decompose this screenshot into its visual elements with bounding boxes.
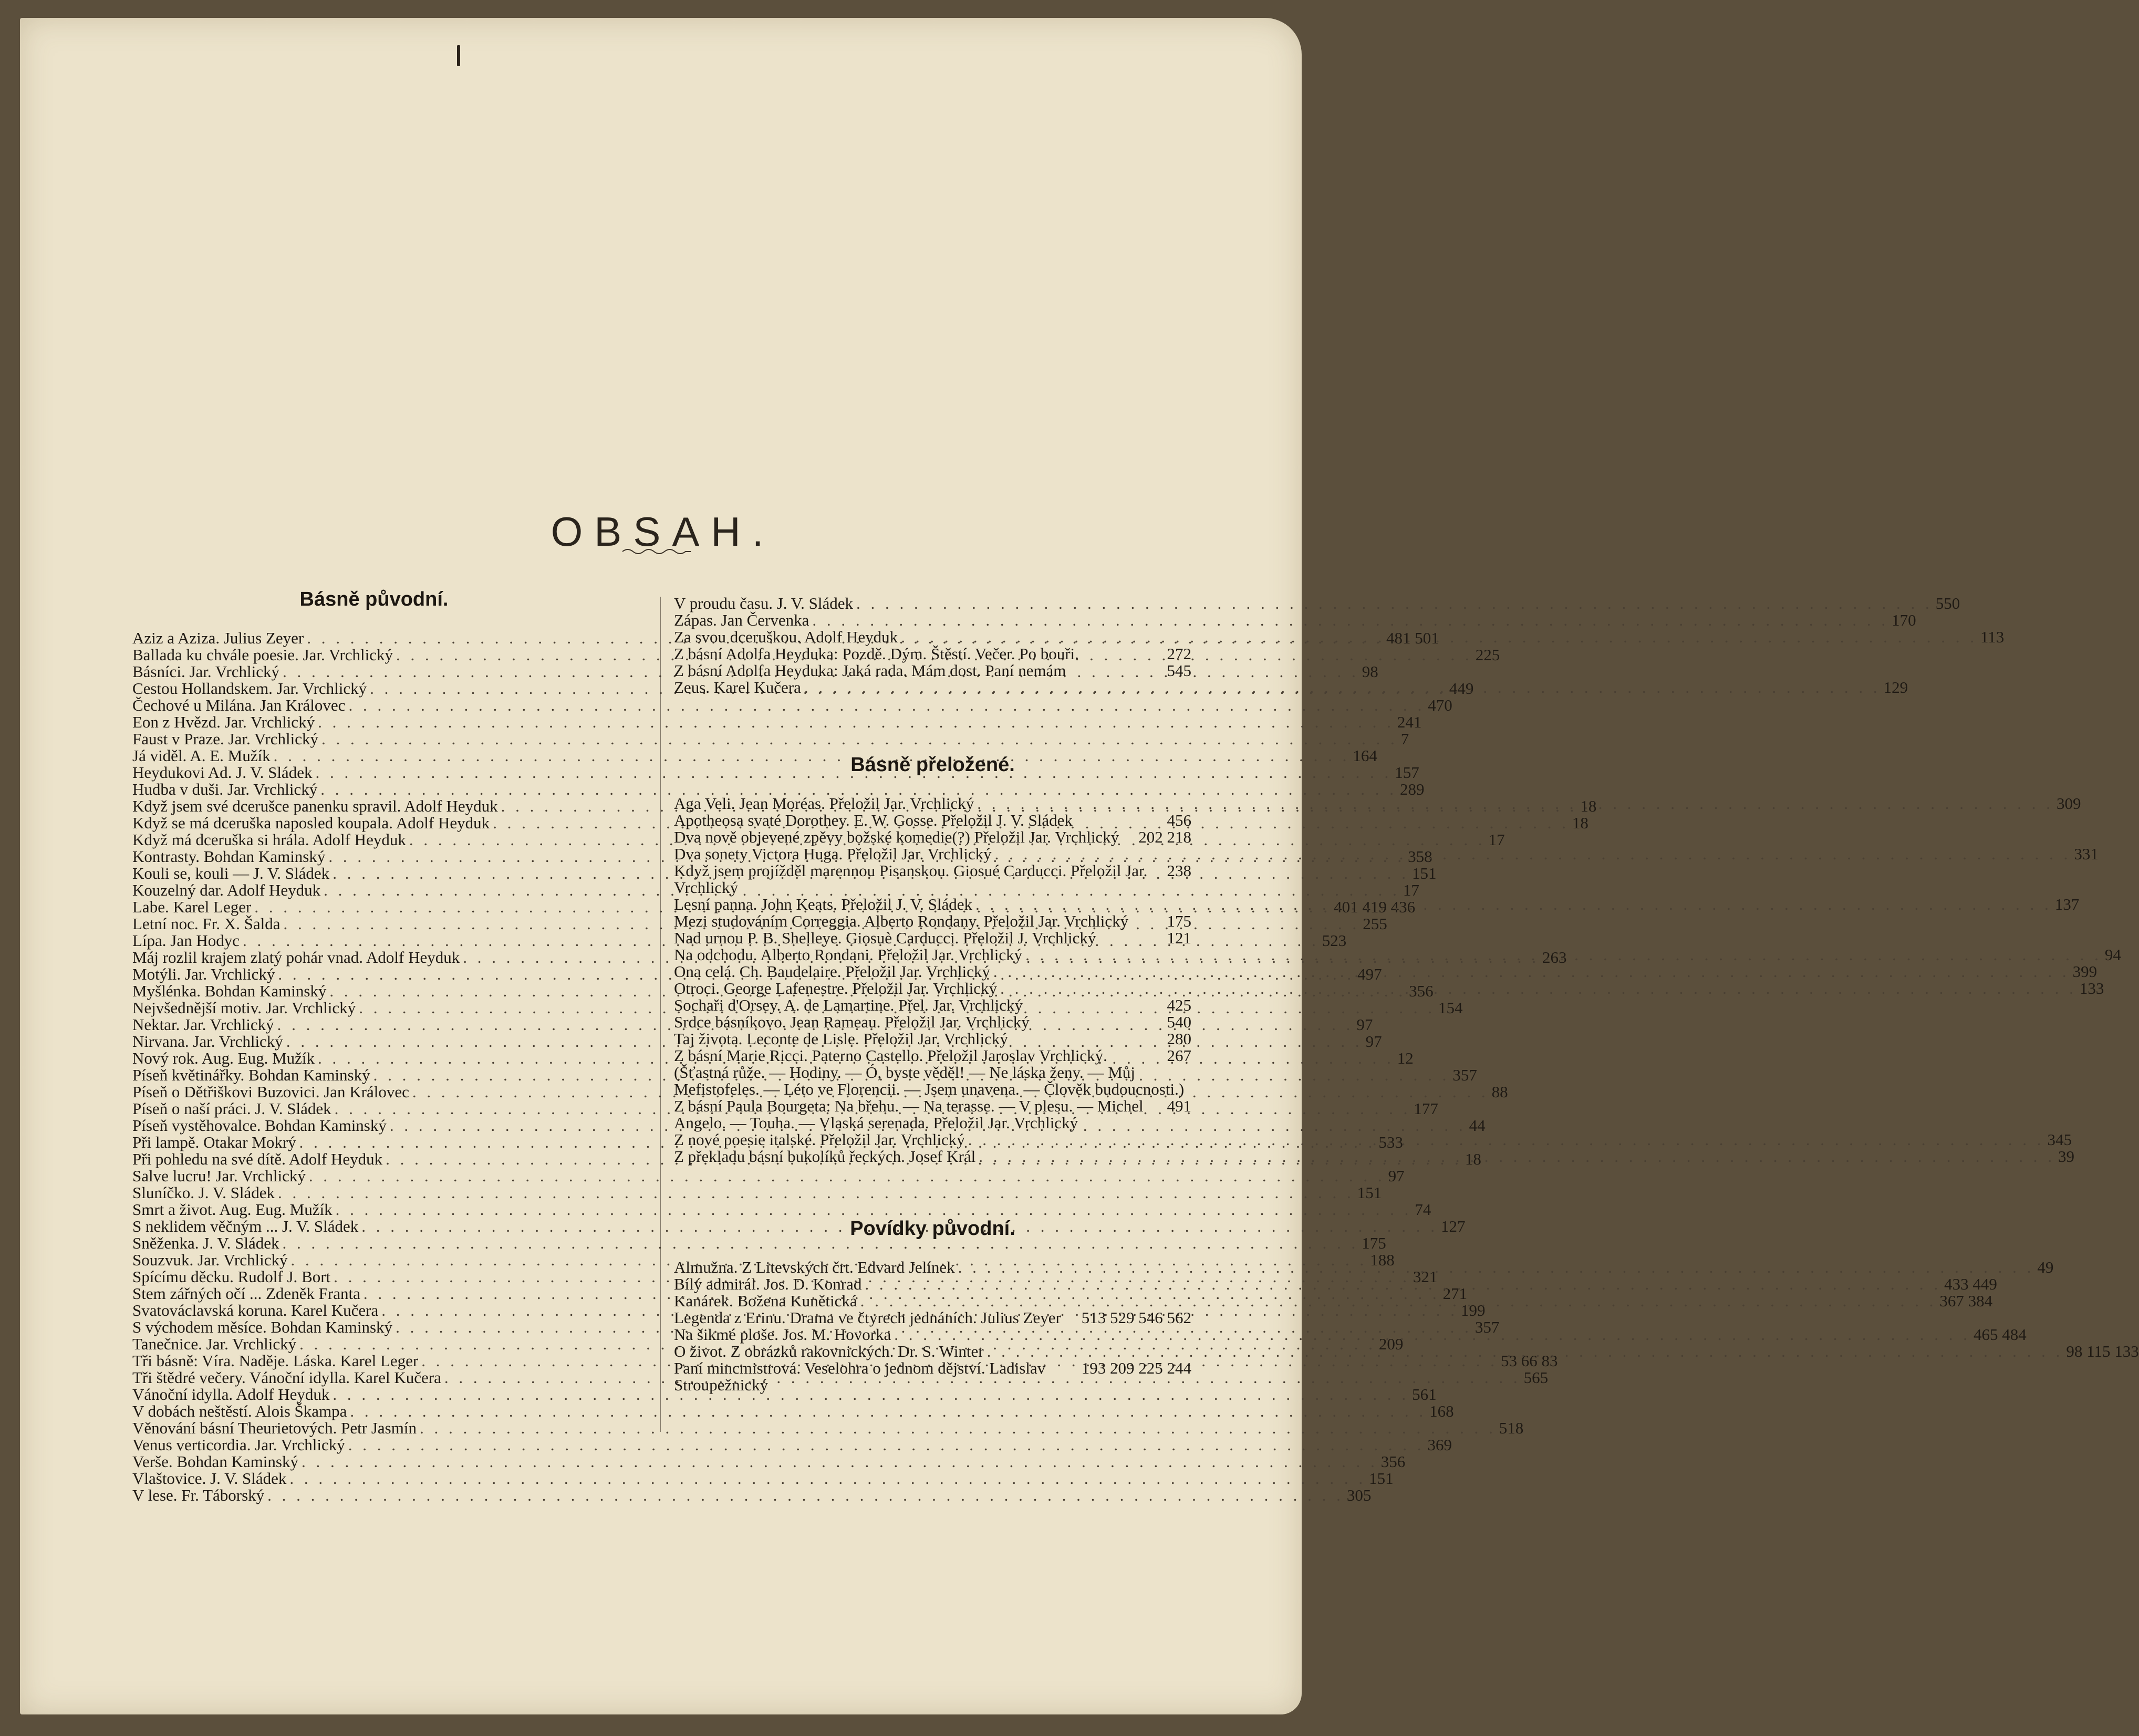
- toc-entry-pages: 357: [1475, 1318, 1500, 1336]
- toc-entry-title: Z překladu básní bukolíků řeckých. Josef Král: [674, 1147, 976, 1166]
- leader-dots: [975, 896, 2052, 913]
- leader-dots: [1000, 980, 2076, 997]
- toc-entry-title: Z básní Paula Bourgeta: Na břehu. — Na terasse. — V plesu. — Michel Angelo. — Touha. — Vlaská serenada. Přeložil Jar. Vrchlický: [674, 1097, 1144, 1132]
- section-heading-basne-prelozene: Básně přeložené.: [850, 754, 1015, 776]
- toc-entry-title: Básníci. Jar. Vrchlický: [132, 662, 279, 681]
- toc-entry-title: S východem měsíce. Bohdan Kaminský: [132, 1318, 393, 1336]
- toc-entry: [132, 1402, 1454, 1420]
- toc-entry: [674, 930, 1191, 947]
- toc-entry-title: Spícímu děcku. Rudolf J. Bort: [132, 1267, 331, 1286]
- toc-entry-pages: 456: [1167, 811, 1191, 829]
- toc-entry: [674, 1098, 1191, 1131]
- leader-dots: [267, 1487, 1344, 1504]
- toc-entry-pages: 267: [1167, 1046, 1191, 1065]
- toc-entry-title: Bílý admirál. Jos. D. Konrad: [674, 1275, 862, 1293]
- toc-entry-title: Lípa. Jan Hodyc: [132, 931, 240, 950]
- toc-entry-pages: 12: [1397, 1049, 1414, 1067]
- leader-dots: [979, 1148, 2055, 1165]
- toc-entry: [674, 1360, 1191, 1394]
- toc-entry-pages: 137: [2054, 895, 2080, 913]
- toc-entry-title: Sluníčko. J. V. Sládek: [132, 1183, 275, 1202]
- toc-entry-title: Cestou Hollandskem. Jar. Vrchlický: [132, 679, 367, 698]
- toc-entry-title: Na odchodu. Alberto Rondani. Přeložil Jar. Vrchlický: [674, 945, 1023, 964]
- toc-entry-pages: 113: [1980, 628, 2005, 646]
- toc-entry-title: Eon z Hvězd. Jar. Vrchlický: [132, 713, 315, 731]
- leader-dots: [302, 1453, 1378, 1470]
- toc-entry: [132, 1167, 1405, 1185]
- toc-entry-title: V proudu času. J. V. Sládek: [674, 594, 853, 612]
- toc-entry-title: Mezi studováním Correggia. Alberto Rondany. Přeložil Jar. Vrchlický: [674, 912, 1129, 930]
- toc-entry-pages: 357: [1452, 1066, 1477, 1084]
- toc-entry-title: Sochaři d'Orsey. A. de Lamartine. Přel. Jar. Vrchlický: [674, 996, 1023, 1014]
- toc-entry-title: Z nové poesie italské. Přeložil Jar. Vrchlický: [674, 1130, 965, 1149]
- toc-entry-title: Myšlénka. Bohdan Kaminský: [132, 982, 327, 1000]
- toc-entry-title: V dobách neštěstí. Alois Škampa: [132, 1402, 347, 1420]
- toc-entry-pages: 449: [1449, 679, 1474, 698]
- toc-entry-title: Tři básně: Víra. Naděje. Láska. Karel Leger: [132, 1352, 419, 1370]
- toc-entry-title: Vánoční idylla. Adolf Heyduk: [132, 1385, 330, 1404]
- toc-entry-pages: 280: [1167, 1030, 1191, 1048]
- toc-entry: [132, 1419, 1524, 1437]
- toc-entry-title: Aga Veli. Jean Moréas. Přeložil Jar. Vrchlický: [674, 794, 974, 813]
- toc-entry-title: Kontrasty. Bohdan Kaminský: [132, 847, 326, 866]
- toc-entry-title: Svatováclavská koruna. Karel Kučera: [132, 1301, 379, 1319]
- toc-entry-pages: 533: [1378, 1133, 1403, 1151]
- toc-entry-title: Stem zářných očí ... Zdeněk Franta: [132, 1284, 360, 1303]
- toc-entry-title: Já viděl. A. E. Mužík: [132, 746, 271, 765]
- toc-entry-pages: 177: [1414, 1099, 1438, 1118]
- toc-entry: [132, 696, 1452, 714]
- toc-entry-title: Aziz a Aziza. Julius Zeyer: [132, 629, 304, 647]
- leader-dots: [894, 1326, 1970, 1343]
- toc-entry-pages: 98: [1362, 662, 1378, 681]
- ink-mark: [457, 45, 460, 66]
- toc-entry-pages: 225: [1475, 646, 1500, 664]
- toc-entry-title: Kanárek. Božena Kunětická: [674, 1292, 857, 1310]
- toc-entry-pages: 358: [1408, 847, 1432, 866]
- toc-entry-pages: 193 209 225 244: [1081, 1359, 1191, 1377]
- toc-entry-title: Píseň o Dětřiškovi Buzovici. Jan Královec: [132, 1083, 409, 1101]
- toc-entry-pages: 98 115 133: [2066, 1342, 2139, 1360]
- toc-entry-title: Máj rozlil krajem zlatý pohár vnad. Adolf Heyduk: [132, 948, 460, 966]
- toc-entry-pages: 305: [1346, 1486, 1372, 1504]
- toc-entry-pages: 345: [2047, 1130, 2072, 1149]
- toc-entry-pages: 44: [1469, 1116, 1486, 1135]
- toc-entry-pages: 255: [1363, 914, 1387, 933]
- leader-dots: [348, 1437, 1425, 1453]
- toc-entry-title: Heydukovi Ad. J. V. Sládek: [132, 763, 313, 782]
- toc-entry: [132, 1436, 1452, 1454]
- section-heading-basne-puvodni: Básně původní.: [299, 588, 449, 610]
- toc-entry-pages: 18: [1572, 814, 1588, 832]
- toc-entry-pages: 121: [1167, 929, 1191, 947]
- leader-dots: [804, 679, 1881, 696]
- toc-entry-title: Kouli se, kouli — J. V. Sládek: [132, 864, 330, 882]
- toc-entry-title: Při lampě. Otakar Mokrý: [132, 1133, 296, 1151]
- toc-entry: [132, 730, 1409, 748]
- toc-entry-title: Paní mincmistrová. Veselohra o jednom dějství. Ladislav Stroupežnický: [674, 1359, 1046, 1394]
- toc-entry: [132, 1486, 1372, 1504]
- toc-entry-title: Otroci. George Lafenestre. Přeložil Jar. Vrchlický: [674, 979, 998, 997]
- toc-entry-pages: 272: [1167, 644, 1191, 663]
- toc-entry-title: Čechové u Milána. Jan Královec: [132, 696, 346, 714]
- toc-entry-pages: 561: [1412, 1385, 1437, 1404]
- toc-entry-pages: 491: [1167, 1097, 1191, 1115]
- toc-entry-title: Píseň vystěhovalce. Bohdan Kaminský: [132, 1116, 387, 1135]
- toc-entry-pages: 433 449: [1944, 1275, 1997, 1293]
- toc-entry-pages: 39: [2058, 1147, 2074, 1166]
- toc-entry-pages: 497: [1357, 965, 1382, 983]
- toc-entry-title: Píseň o naší práci. J. V. Sládek: [132, 1099, 331, 1118]
- toc-entry-title: Veršе. Bohdan Kaminský: [132, 1452, 298, 1471]
- toc-entry: [674, 829, 1191, 846]
- toc-entry-title: Při pohledu na své dítě. Adolf Heyduk: [132, 1150, 383, 1168]
- toc-entry-title: Z básní Adolfa Heyduka: Jaká rada. Mám dost. Paní nemám: [674, 661, 1066, 680]
- toc-entry-title: Vlaštovice. J. V. Sládek: [132, 1469, 287, 1488]
- toc-entry-pages: 133: [2079, 979, 2104, 997]
- toc-entry: [132, 713, 1422, 731]
- toc-entry: [674, 611, 1916, 629]
- leader-dots: [865, 1276, 1941, 1293]
- toc-entry-pages: 53 66 83: [1501, 1352, 1558, 1370]
- toc-entry-title: Zápas. Jan Červenka: [674, 611, 809, 629]
- leader-dots: [987, 1343, 2063, 1360]
- leader-dots: [958, 1259, 2034, 1276]
- toc-entry-title: Na šikmé ploše. Jos. M. Hovorka: [674, 1325, 891, 1344]
- leader-dots: [977, 795, 2053, 812]
- toc-entry-pages: 369: [1427, 1436, 1452, 1454]
- toc-entry: [674, 646, 1191, 662]
- toc-entry-pages: 425: [1167, 996, 1191, 1014]
- toc-entry-pages: 168: [1429, 1402, 1454, 1420]
- toc-entry-pages: 7: [1400, 730, 1409, 748]
- toc-entry-pages: 154: [1438, 999, 1463, 1017]
- toc-entry-pages: 565: [1523, 1368, 1549, 1387]
- toc-entry-title: Nirvana. Jar. Vrchlický: [132, 1032, 283, 1051]
- toc-entry-pages: 401 419 436: [1334, 898, 1416, 916]
- toc-entry-pages: 129: [1883, 678, 1908, 697]
- toc-entry-pages: 545: [1167, 661, 1191, 680]
- toc-entry-title: Venus verticordia. Jar. Vrchlický: [132, 1436, 345, 1454]
- toc-entry: [674, 594, 1960, 612]
- toc-entry: [132, 1183, 1382, 1202]
- toc-entry-pages: 263: [1542, 948, 1567, 966]
- toc-entry-pages: 18: [1465, 1150, 1481, 1168]
- toc-entry-pages: 309: [2056, 794, 2081, 813]
- toc-entry: [674, 1309, 1191, 1326]
- toc-entry-pages: 17: [1488, 830, 1505, 849]
- toc-entry-title: Z básní Marie Ricci. Paterno Castello. Přeložil Jaroslav Vrchlický. (Šťastná růže. — Hodiny. — Ó, byste věděl! — Ne láska ženy. — Můj Mefistofeles. — Léto ve Florencii. — Jsem unavena. — Člověk budoucnosti.): [674, 1046, 1185, 1098]
- toc-entry-title: Ballada ku chvále poesie. Jar. Vrchlický: [132, 646, 393, 664]
- toc-entry: [674, 812, 1191, 829]
- toc-entry-title: Píseň květinářky. Bohdan Kaminský: [132, 1066, 370, 1084]
- toc-entry-pages: 518: [1499, 1419, 1524, 1437]
- toc-entry: [132, 780, 1425, 798]
- toc-entry-pages: 465 484: [1974, 1325, 2027, 1344]
- toc-entry: [132, 1116, 1486, 1135]
- toc-entry-title: Legenda z Erinu. Drama ve čtyrech jednáních. Julius Zeyer: [674, 1308, 1061, 1327]
- toc-entry-title: Tanečnice. Jar. Vrchlický: [132, 1335, 297, 1353]
- toc-entry: [674, 862, 1191, 896]
- toc-entry-pages: 481 501: [1386, 629, 1439, 647]
- toc-entry-title: Apotheosa svaté Dorothey. E. W. Gosse. Přeložil J. V. Sládek: [674, 811, 1073, 829]
- toc-entry-pages: 151: [1357, 1183, 1382, 1202]
- toc-entry-title: Smrt a život. Aug. Eug. Mužík: [132, 1200, 333, 1219]
- toc-entry-title: Zeus. Karel Kučera: [674, 678, 801, 697]
- toc-entry: [132, 1469, 1394, 1488]
- leader-dots: [993, 963, 2070, 980]
- toc-entry-title: Lesní panna. John Keats. Přeložil J. V. Sládek: [674, 895, 972, 913]
- toc-entry-pages: 470: [1428, 696, 1452, 714]
- toc-entry-title: Kouzelný dar. Adolf Heyduk: [132, 881, 321, 899]
- toc-entry-pages: 17: [1403, 881, 1419, 899]
- toc-entry: [132, 881, 1419, 899]
- toc-entry-pages: 356: [1409, 982, 1434, 1000]
- toc-entry-title: Faust v Praze. Jar. Vrchlický: [132, 730, 318, 748]
- toc-entry-pages: 74: [1415, 1200, 1431, 1219]
- toc-entry-pages: 157: [1395, 763, 1419, 782]
- toc-entry: [132, 1452, 1406, 1471]
- toc-entry-title: Motýli. Jar. Vrchlický: [132, 965, 275, 983]
- page-title: OBSAH.: [551, 508, 775, 555]
- toc-entry-pages: 321: [1413, 1267, 1438, 1286]
- toc-entry-pages: 241: [1397, 713, 1422, 731]
- toc-entry-title: Nový rok. Aug. Eug. Mužík: [132, 1049, 315, 1067]
- toc-entry: [132, 1234, 1386, 1252]
- toc-entry-pages: 550: [1935, 594, 1960, 612]
- toc-entry-pages: 399: [2072, 962, 2098, 981]
- toc-entry-title: Nektar. Jar. Vrchlický: [132, 1015, 274, 1034]
- toc-entry: [674, 662, 1191, 679]
- toc-entry-title: V lese. Fr. Táborský: [132, 1486, 265, 1504]
- toc-entry: [132, 1083, 1508, 1101]
- toc-entry-pages: 356: [1380, 1452, 1406, 1471]
- toc-entry-pages: 151: [1411, 864, 1437, 882]
- toc-entry-pages: 151: [1369, 1469, 1394, 1488]
- toc-entry-title: Když má dceruška si hrála. Adolf Heyduk: [132, 830, 406, 849]
- toc-entry-title: Dva nově objevené zpěvy božské komedie(?) Přeložil Jar. Vrchlický: [674, 828, 1119, 846]
- leader-dots: [812, 612, 1888, 629]
- leader-dots: [995, 846, 2071, 862]
- toc-entry-title: Souzvuk. Jar. Vrchlický: [132, 1251, 288, 1269]
- toc-entry-title: Hudba v duši. Jar. Vrchlický: [132, 780, 318, 798]
- toc-entry-pages: 238: [1167, 861, 1191, 880]
- toc-entry-title: Taj života. Leconte de Lisle. Přeložil Jar. Vrchlický: [674, 1030, 1008, 1048]
- toc-entry: [674, 1031, 1191, 1047]
- toc-entry: [674, 1047, 1191, 1098]
- toc-entry-pages: 127: [1441, 1217, 1466, 1235]
- toc-entry-pages: 170: [1892, 611, 1916, 629]
- toc-entry-pages: 331: [2074, 845, 2099, 863]
- toc-entry-pages: 97: [1356, 1015, 1373, 1034]
- ornament-divider-icon: [620, 546, 693, 557]
- toc-entry-pages: 175: [1362, 1234, 1386, 1252]
- toc-entry-pages: 49: [2037, 1258, 2054, 1276]
- section-heading-povidky-puvodni: Povídky původní.: [850, 1218, 1015, 1240]
- toc-entry-pages: 97: [1388, 1167, 1405, 1185]
- toc-entry-pages: 367 384: [1939, 1292, 1993, 1310]
- toc-entry-title: Když jsem projížděl marennou Pisanskou. Giosué Carducci. Přeložil Jar. Vrchlický: [674, 861, 1148, 897]
- toc-entry-title: Ona celá. Ch. Baudelaire. Přeložil Jar. Vrchlický: [674, 962, 990, 981]
- toc-entry-pages: 88: [1491, 1083, 1508, 1101]
- toc-entry: [132, 1066, 1477, 1084]
- toc-entry-pages: 523: [1322, 931, 1347, 950]
- leader-dots: [1025, 947, 2102, 963]
- leader-dots: [860, 1293, 1937, 1309]
- toc-entry-title: Dva sonety Victora Huga. Přeložil Jar. Vrchlický: [674, 845, 992, 863]
- toc-entry-title: Nad urnou P. B. Shelleye. Giosuè Carducci. Přeložil J. Vrchlický: [674, 929, 1096, 947]
- toc-entry-title: Když se má dceruška naposled koupala. Adolf Heyduk: [132, 814, 490, 832]
- toc-entry-pages: 289: [1400, 780, 1425, 798]
- toc-entry-pages: 164: [1353, 746, 1377, 765]
- toc-entry-title: O život. Z obrázků rakovnických. Dr. S. Winter: [674, 1342, 984, 1360]
- toc-entry-pages: 209: [1378, 1335, 1404, 1353]
- toc-entry-pages: 540: [1167, 1013, 1191, 1031]
- toc-entry-pages: 175: [1167, 912, 1191, 930]
- toc-entry-title: Letní noc. Fr. X. Šalda: [132, 914, 281, 933]
- toc-entry-title: Z básní Adolfa Heyduka: Pozdě. Dým. Štěstí. Večer. Po bouři.: [674, 644, 1079, 663]
- toc-entry: [674, 913, 1191, 930]
- leader-dots: [968, 1131, 2044, 1148]
- toc-entry-pages: 199: [1461, 1301, 1486, 1319]
- toc-entry-pages: 271: [1442, 1284, 1468, 1303]
- toc-entry-title: Almužna. Z Litevských črt. Edvard Jelínek: [674, 1258, 955, 1276]
- toc-entry-pages: 202 218: [1138, 828, 1191, 846]
- leader-dots: [289, 1470, 1366, 1487]
- toc-entry-pages: 513 529 546 562: [1081, 1308, 1191, 1327]
- toc-entry: [674, 1014, 1191, 1031]
- toc-entry-pages: 97: [1365, 1032, 1382, 1051]
- toc-entry: [674, 997, 1191, 1014]
- toc-entry-title: Tři štědré večery. Vánoční idylla. Karel Kučera: [132, 1368, 441, 1387]
- toc-entry-title: Salve lucru! Jar. Vrchlický: [132, 1167, 306, 1185]
- toc-entry-title: Za svou dceruškou. Adolf Heyduk: [674, 628, 898, 646]
- toc-entry: [132, 1385, 1437, 1404]
- toc-entry-title: Když jsem své dcerušce panenku spravil. Adolf Heyduk: [132, 797, 498, 815]
- toc-entry-pages: 94: [2104, 945, 2121, 964]
- toc-entry-pages: 188: [1370, 1251, 1395, 1269]
- leader-dots: [856, 595, 1933, 612]
- leader-dots: [901, 629, 1977, 646]
- toc-entry-title: Nejvšednější motiv. Jar. Vrchlický: [132, 999, 356, 1017]
- toc-entry-title: S neklidem věčným ... J. V. Sládek: [132, 1217, 359, 1235]
- toc-entry-title: Srdce básníkovo. Jean Rameau. Přeložil Jar. Vrchlický: [674, 1013, 1030, 1031]
- toc-entry-pages: 18: [1580, 797, 1597, 815]
- toc-entry-title: Věnování básní Theurietových. Petr Jasmín: [132, 1419, 417, 1437]
- toc-entry: [132, 1200, 1431, 1219]
- toc-entry-title: Sněženka. J. V. Sládek: [132, 1234, 279, 1252]
- toc-entry-title: Labe. Karel Leger: [132, 898, 252, 916]
